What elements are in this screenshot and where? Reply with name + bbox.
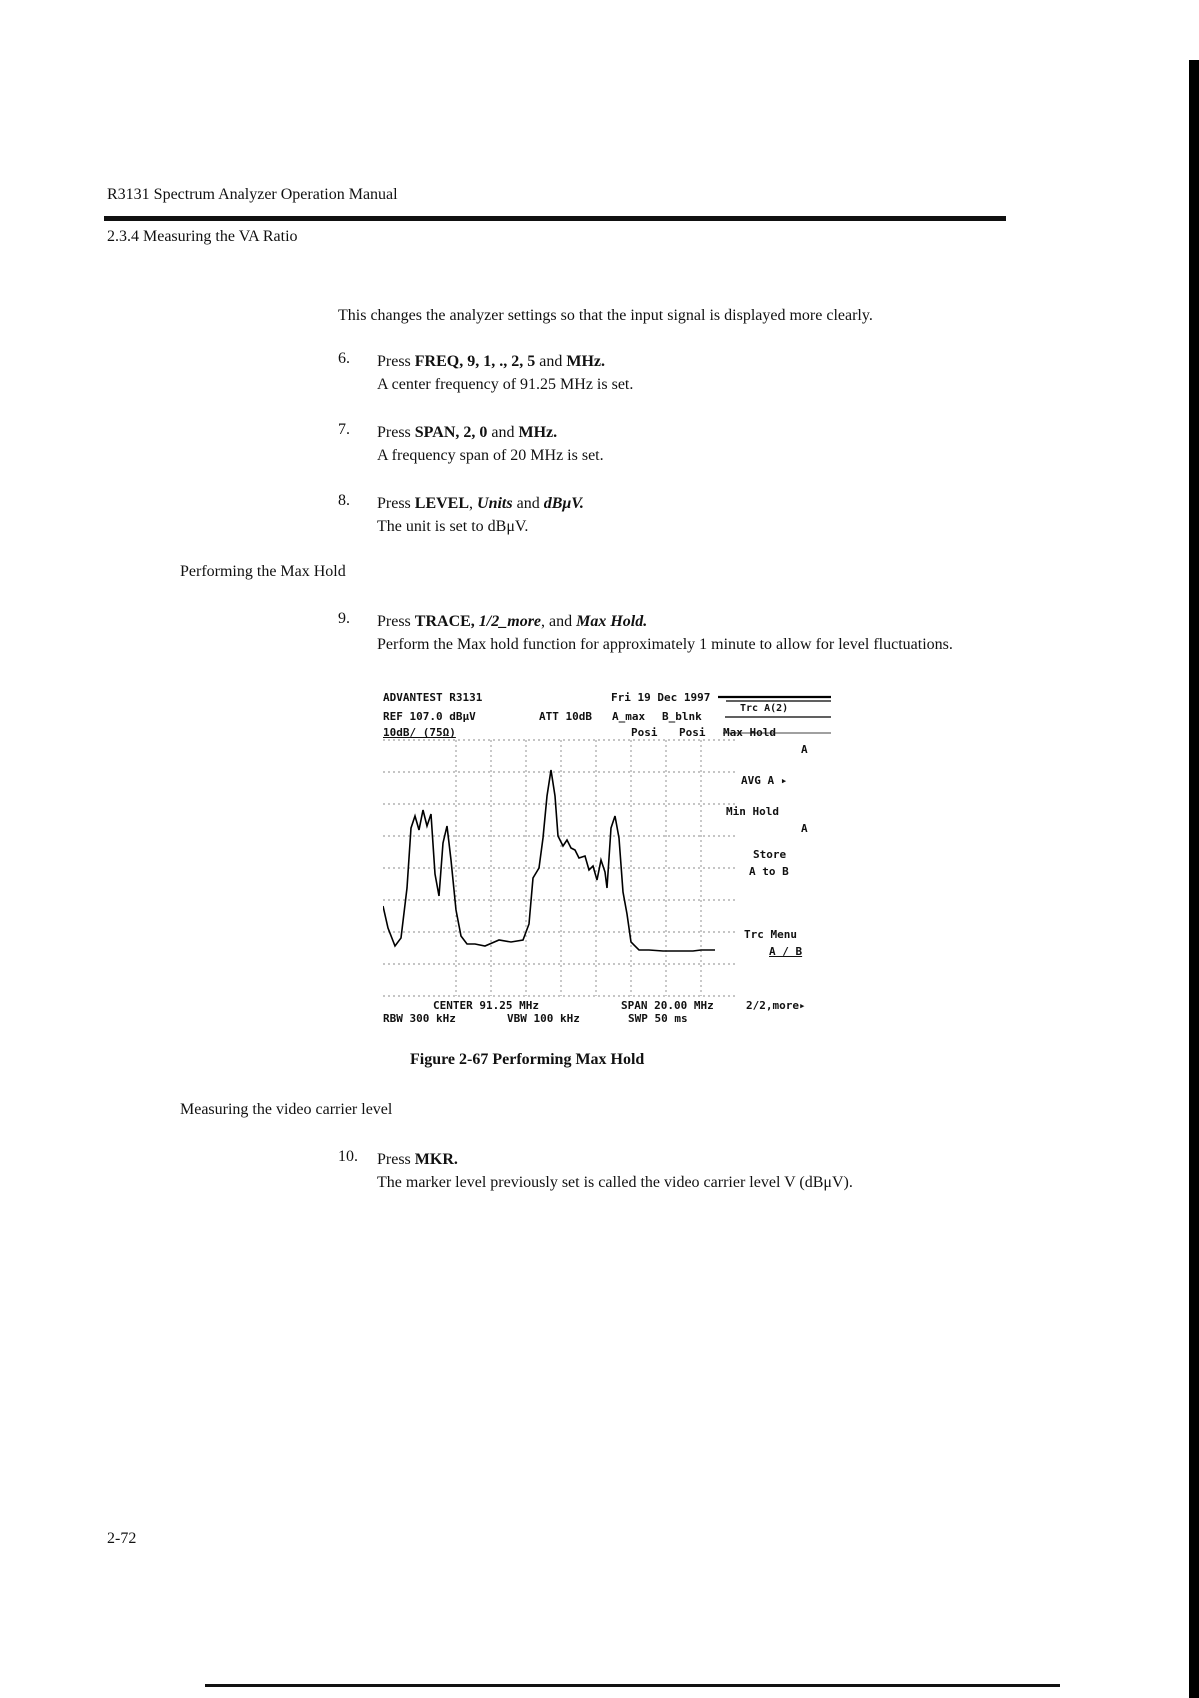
softkey-avg: AVG A ▸ <box>741 774 788 787</box>
page-number: 2-72 <box>107 1530 137 1547</box>
step-description: A center frequency of 91.25 MHz is set. <box>377 376 634 393</box>
trace-label: Trc A(2) <box>740 703 789 714</box>
header-rule <box>104 216 1006 221</box>
softkey-store: Store <box>753 848 787 861</box>
step-description: Perform the Max hold function for approximately 1 minute to allow for level fluctuations. <box>377 636 953 653</box>
step-description: A frequency span of 20 MHz is set. <box>377 447 604 464</box>
step-number: 8. <box>338 492 350 509</box>
step-description: The unit is set to dBμV. <box>377 518 529 535</box>
step-7: Press SPAN, 2, 0 and MHz. A frequency span of 20 MHz is set. <box>377 421 1007 467</box>
step-number: 6. <box>338 350 350 367</box>
softkey-store-sub: A to B <box>749 865 789 878</box>
analyzer-date: Fri 19 Dec 1997 <box>611 691 711 704</box>
softkey-min-hold: Min Hold <box>726 805 779 818</box>
analyzer-model: ADVANTEST R3131 <box>383 691 483 704</box>
scan-edge-shadow <box>1189 60 1199 1698</box>
step-number: 9. <box>338 610 350 627</box>
softkey-max-hold-sub: A <box>801 743 808 756</box>
softkey-trc-menu: Trc Menu <box>744 928 797 941</box>
scan-bottom-line <box>205 1684 1060 1687</box>
center-frequency: CENTER 91.25 MHz <box>433 999 539 1012</box>
trace-a-mode: A_max <box>612 710 646 723</box>
step-10: Press MKR. The marker level previously set is called the video carrier level V (dBμV). <box>377 1148 1007 1194</box>
step-number: 7. <box>338 421 350 438</box>
subheading-max-hold: Performing the Max Hold <box>180 563 346 580</box>
figure-caption: Figure 2-67 Performing Max Hold <box>410 1051 645 1068</box>
vbw-readout: VBW 100 kHz <box>507 1012 580 1025</box>
softkey-trc-menu-sub: A / B <box>769 945 803 958</box>
attenuation: ATT 10dB <box>539 710 592 723</box>
subheading-video-carrier: Measuring the video carrier level <box>180 1101 393 1118</box>
manual-title: R3131 Spectrum Analyzer Operation Manual <box>107 186 398 203</box>
section-title: 2.3.4 Measuring the VA Ratio <box>107 228 298 245</box>
step-number: 10. <box>338 1148 358 1165</box>
analyzer-screenshot <box>383 688 833 1028</box>
step-9: Press TRACE, 1/2_more, and Max Hold. Perform the Max hold function for approximately 1 minute to allow for level fluctuations. <box>377 610 1007 656</box>
detector-a: Posi <box>631 726 658 739</box>
step-8: Press LEVEL, Units and dBμV. The unit is set to dBμV. <box>377 492 1007 538</box>
more-softkey: 2/2,more▸ <box>746 999 806 1012</box>
graticule <box>383 740 738 996</box>
step-description: The marker level previously set is called the video carrier level V (dBμV). <box>377 1174 853 1191</box>
max-hold-trace <box>383 770 715 951</box>
rbw-readout: RBW 300 kHz <box>383 1012 456 1025</box>
reference-level: REF 107.0 dBμV <box>383 710 476 723</box>
sweep-readout: SWP 50 ms <box>628 1012 688 1025</box>
softkey-max-hold: Max Hold <box>723 726 776 739</box>
step-6: Press FREQ, 9, 1, ., 2, 5 and MHz. A center frequency of 91.25 MHz is set. <box>377 350 1007 396</box>
softkey-min-hold-sub: A <box>801 822 808 835</box>
intro-paragraph: This changes the analyzer settings so that the input signal is displayed more clearly. <box>338 307 873 324</box>
scale: 10dB/ (75Ω) <box>383 726 456 739</box>
trace-b-mode: B_blnk <box>662 710 702 723</box>
detector-b: Posi <box>679 726 706 739</box>
span-readout: SPAN 20.00 MHz <box>621 999 714 1012</box>
